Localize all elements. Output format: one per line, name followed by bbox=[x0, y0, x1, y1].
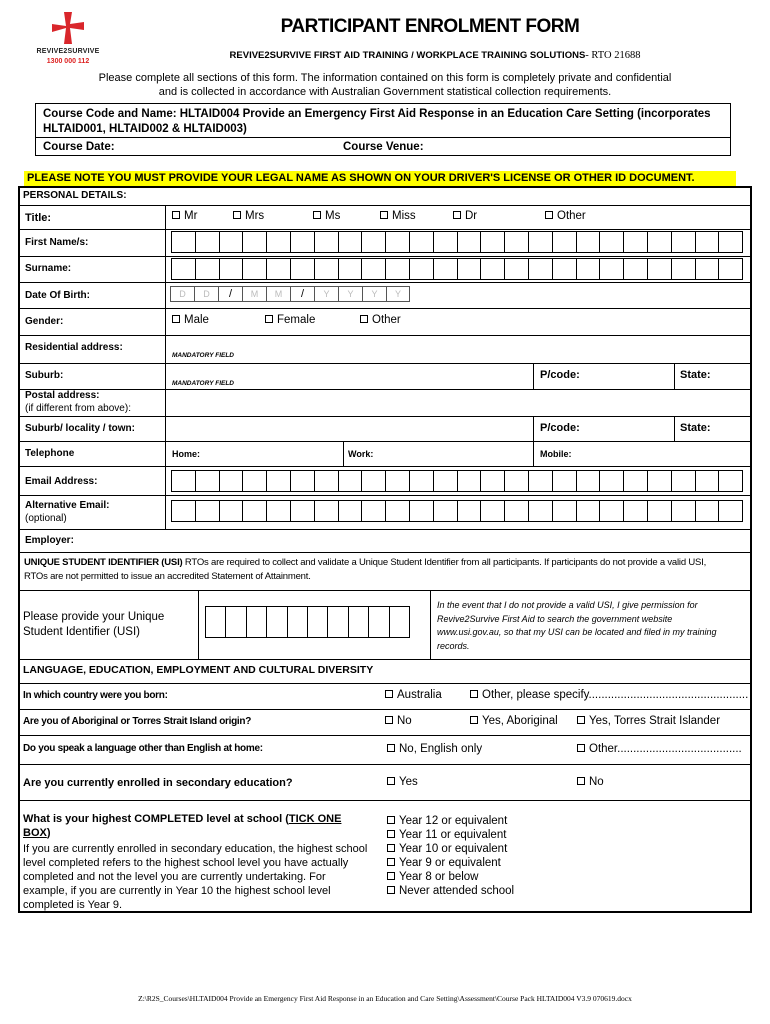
char-box[interactable] bbox=[361, 470, 385, 492]
char-box[interactable] bbox=[361, 258, 385, 280]
logo bbox=[28, 8, 108, 70]
dob-cell[interactable]: Y bbox=[362, 286, 386, 302]
school-option-year10[interactable]: Year 10 or equivalent bbox=[387, 843, 507, 855]
char-box[interactable] bbox=[552, 500, 576, 522]
char-box[interactable] bbox=[409, 258, 433, 280]
dob-separator: / bbox=[218, 286, 242, 302]
char-box[interactable] bbox=[361, 231, 385, 253]
checkbox-icon bbox=[360, 315, 368, 323]
char-box[interactable] bbox=[409, 500, 433, 522]
char-box[interactable] bbox=[290, 231, 314, 253]
course-name-line-2: HLTAID001, HLTAID002 & HLTAID003) bbox=[43, 123, 247, 135]
char-box[interactable] bbox=[195, 470, 219, 492]
char-box[interactable] bbox=[623, 470, 647, 492]
intro-line-2: and is collected in accordance with Australian Government statistical collection requirements. bbox=[158, 86, 612, 98]
pcode-label-2: P/code: bbox=[540, 422, 580, 434]
aboriginal-question: Are you of Aboriginal or Torres Strait Island origin? bbox=[23, 716, 252, 727]
first-name-cells[interactable] bbox=[171, 231, 743, 253]
school-question-heading: What is your highest COMPLETED level at school (TICK ONE BOX) bbox=[23, 813, 342, 839]
first-name-label: First Name/s: bbox=[25, 237, 89, 248]
char-box[interactable] bbox=[504, 231, 528, 253]
dob-cell[interactable]: D bbox=[194, 286, 218, 302]
char-box[interactable] bbox=[314, 500, 338, 522]
checkbox-icon bbox=[387, 777, 395, 785]
char-box[interactable] bbox=[266, 470, 290, 492]
char-box[interactable] bbox=[171, 470, 195, 492]
dob-separator: / bbox=[290, 286, 314, 302]
personal-details-heading: PERSONAL DETAILS: bbox=[23, 190, 127, 201]
state-label-2: State: bbox=[680, 422, 711, 434]
mandatory-note: MANDATORY FIELD bbox=[172, 352, 234, 359]
char-box[interactable] bbox=[219, 500, 243, 522]
checkbox-icon bbox=[385, 690, 393, 698]
char-box[interactable] bbox=[480, 258, 504, 280]
char-box[interactable] bbox=[623, 258, 647, 280]
usi-cells[interactable] bbox=[205, 606, 410, 638]
checkbox-icon bbox=[233, 211, 241, 219]
dob-field[interactable] bbox=[170, 286, 410, 302]
char-box[interactable] bbox=[480, 470, 504, 492]
char-box[interactable] bbox=[671, 470, 695, 492]
char-box[interactable] bbox=[718, 258, 743, 280]
char-box[interactable] bbox=[338, 258, 362, 280]
char-box[interactable] bbox=[314, 470, 338, 492]
char-box[interactable] bbox=[552, 470, 576, 492]
school-note: If you are currently enrolled in secondary education, the highest school level completed refers to the highest school level you have actually completed and not the level you are currently undertaking. For example, if you are currently in Year 10 the highest school level completed is Year 9. bbox=[23, 843, 368, 911]
char-box[interactable] bbox=[695, 231, 719, 253]
gender-option-female[interactable]: Female bbox=[265, 314, 315, 326]
school-option-year12[interactable]: Year 12 or equivalent bbox=[387, 815, 507, 827]
email-label: Email Address: bbox=[25, 476, 98, 487]
usi-heading-bold: UNIQUE STUDENT IDENTIFIER (USI) bbox=[24, 557, 183, 568]
char-box[interactable] bbox=[171, 231, 195, 253]
employer-label[interactable]: Employer: bbox=[25, 535, 74, 546]
char-box[interactable] bbox=[599, 500, 623, 522]
char-box[interactable] bbox=[504, 258, 528, 280]
checkbox-icon bbox=[313, 211, 321, 219]
char-box[interactable] bbox=[327, 606, 347, 638]
char-box[interactable] bbox=[718, 470, 743, 492]
telephone-label: Telephone bbox=[25, 448, 75, 459]
checkbox-icon bbox=[172, 211, 180, 219]
char-box[interactable] bbox=[195, 231, 219, 253]
diversity-heading: LANGUAGE, EDUCATION, EMPLOYMENT AND CULTURAL DIVERSITY bbox=[23, 664, 374, 676]
dob-cell[interactable]: M bbox=[266, 286, 290, 302]
char-box[interactable] bbox=[671, 500, 695, 522]
checkbox-icon bbox=[172, 315, 180, 323]
language-question: Do you speak a language other than English at home: bbox=[23, 743, 263, 754]
char-box[interactable] bbox=[671, 231, 695, 253]
char-box[interactable] bbox=[576, 470, 600, 492]
title-label: Title: bbox=[25, 212, 52, 224]
char-box[interactable] bbox=[242, 258, 266, 280]
char-box[interactable] bbox=[457, 231, 481, 253]
char-box[interactable] bbox=[433, 470, 457, 492]
char-box[interactable] bbox=[480, 231, 504, 253]
char-box[interactable] bbox=[552, 258, 576, 280]
char-box[interactable] bbox=[385, 500, 409, 522]
char-box[interactable] bbox=[266, 231, 290, 253]
postal-note: (if different from above): bbox=[25, 403, 131, 414]
dob-cell[interactable]: Y bbox=[314, 286, 338, 302]
char-box[interactable] bbox=[314, 258, 338, 280]
title-option-mrs[interactable]: Mrs bbox=[233, 210, 264, 222]
char-box[interactable] bbox=[528, 500, 552, 522]
title-option-ms[interactable]: Ms bbox=[313, 210, 340, 222]
alt-email-note: (optional) bbox=[25, 513, 67, 524]
postal-label: Postal address: bbox=[25, 390, 100, 401]
country-option-other[interactable]: Other, please specify.................................................. bbox=[470, 689, 748, 701]
residential-label: Residential address: bbox=[25, 342, 123, 353]
secondary-question: Are you currently enrolled in secondary education? bbox=[23, 777, 293, 789]
char-box[interactable] bbox=[528, 231, 552, 253]
legal-name-notice: PLEASE NOTE YOU MUST PROVIDE YOUR LEGAL NAME AS SHOWN ON YOUR DRIVER'S LICENSE OR OTHER ID DOCUMENT. bbox=[24, 171, 736, 186]
char-box[interactable] bbox=[195, 500, 219, 522]
char-box[interactable] bbox=[389, 606, 410, 638]
char-box[interactable] bbox=[348, 606, 368, 638]
char-box[interactable] bbox=[242, 231, 266, 253]
char-box[interactable] bbox=[623, 500, 647, 522]
secondary-option-no[interactable]: No bbox=[577, 776, 604, 788]
char-box[interactable] bbox=[307, 606, 327, 638]
course-date-label[interactable]: Course Date: bbox=[43, 141, 115, 153]
checkbox-icon bbox=[387, 872, 395, 880]
course-box bbox=[35, 103, 731, 156]
char-box[interactable] bbox=[246, 606, 266, 638]
checkbox-icon bbox=[387, 830, 395, 838]
char-box[interactable] bbox=[480, 500, 504, 522]
char-box[interactable] bbox=[409, 231, 433, 253]
checkbox-icon bbox=[577, 716, 585, 724]
surname-cells[interactable] bbox=[171, 258, 743, 280]
checkbox-icon bbox=[470, 716, 478, 724]
char-box[interactable] bbox=[528, 470, 552, 492]
char-box[interactable] bbox=[647, 500, 671, 522]
dob-cell[interactable]: D bbox=[170, 286, 194, 302]
char-box[interactable] bbox=[528, 258, 552, 280]
char-box[interactable] bbox=[457, 258, 481, 280]
checkbox-icon bbox=[387, 744, 395, 752]
language-option-english[interactable]: No, English only bbox=[387, 743, 482, 755]
checkbox-icon bbox=[265, 315, 273, 323]
intro-text bbox=[40, 71, 730, 99]
gender-option-other[interactable]: Other bbox=[360, 314, 401, 326]
school-option-year11[interactable]: Year 11 or equivalent bbox=[387, 829, 506, 841]
course-name-line-1: Course Code and Name: HLTAID004 Provide an Emergency First Aid Response in an Education Care Setting (incorporates bbox=[43, 108, 711, 120]
alt-email-label: Alternative Email: bbox=[25, 500, 110, 511]
char-box[interactable] bbox=[195, 258, 219, 280]
usi-heading-text: RTOs are required to collect and validate a Unique Student Identifier from all participants. If participants do not provide a valid USI, bbox=[182, 557, 707, 568]
page-title: PARTICIPANT ENROLMENT FORM bbox=[280, 16, 580, 37]
footer-path: Z:\R2S_Courses\HLTAID004 Provide an Emergency First Aid Response in an Education and Care Setting\Assessment\Course Pack HLTAID004 V3.9 070619.docx bbox=[138, 994, 632, 1003]
char-box[interactable] bbox=[314, 231, 338, 253]
subtitle bbox=[140, 50, 730, 61]
title-option-miss[interactable]: Miss bbox=[380, 210, 416, 222]
checkbox-icon bbox=[387, 886, 395, 894]
course-venue-label[interactable]: Course Venue: bbox=[343, 141, 424, 153]
char-box[interactable] bbox=[171, 258, 195, 280]
char-box[interactable] bbox=[368, 606, 388, 638]
tick-one-box: TICK ONE BOX bbox=[23, 813, 342, 839]
logo-phone: 1300 000 112 bbox=[46, 58, 90, 65]
char-box[interactable] bbox=[623, 231, 647, 253]
char-box[interactable] bbox=[338, 470, 362, 492]
char-box[interactable] bbox=[647, 470, 671, 492]
secondary-option-yes[interactable]: Yes bbox=[387, 776, 418, 788]
char-box[interactable] bbox=[219, 470, 243, 492]
dob-label: Date Of Birth: bbox=[25, 290, 90, 301]
checkbox-icon bbox=[453, 211, 461, 219]
char-box[interactable] bbox=[695, 258, 719, 280]
school-question bbox=[23, 812, 368, 912]
char-box[interactable] bbox=[457, 500, 481, 522]
alt-email-cells[interactable] bbox=[171, 500, 743, 522]
char-box[interactable] bbox=[599, 258, 623, 280]
course-name bbox=[43, 107, 723, 137]
char-box[interactable] bbox=[433, 231, 457, 253]
usi-heading bbox=[24, 556, 744, 584]
checkbox-icon bbox=[470, 690, 478, 698]
checkbox-icon bbox=[385, 716, 393, 724]
char-box[interactable] bbox=[219, 258, 243, 280]
char-box[interactable] bbox=[433, 500, 457, 522]
checkbox-icon bbox=[545, 211, 553, 219]
char-box[interactable] bbox=[599, 231, 623, 253]
checkbox-icon bbox=[577, 777, 585, 785]
home-phone-label[interactable]: Home: bbox=[172, 449, 201, 459]
email-cells[interactable] bbox=[171, 470, 743, 492]
char-box[interactable] bbox=[385, 470, 409, 492]
gender-option-male[interactable]: Male bbox=[172, 314, 209, 326]
char-box[interactable] bbox=[266, 500, 290, 522]
title-option-other[interactable]: Other bbox=[545, 210, 586, 222]
char-box[interactable] bbox=[576, 500, 600, 522]
country-question: In which country were you born: bbox=[23, 690, 168, 701]
char-box[interactable] bbox=[338, 500, 362, 522]
char-box[interactable] bbox=[671, 258, 695, 280]
aboriginal-option-no[interactable]: No bbox=[385, 715, 412, 727]
char-box[interactable] bbox=[290, 258, 314, 280]
school-option-year8[interactable]: Year 8 or below bbox=[387, 871, 479, 883]
work-phone-label[interactable]: Work: bbox=[348, 449, 374, 459]
gender-label: Gender: bbox=[25, 316, 64, 327]
char-box[interactable] bbox=[242, 470, 266, 492]
char-box[interactable] bbox=[287, 606, 307, 638]
char-box[interactable] bbox=[647, 231, 671, 253]
aboriginal-option-yes[interactable]: Yes, Aboriginal bbox=[470, 715, 558, 727]
pcode-label: P/code: bbox=[540, 369, 580, 381]
char-box[interactable] bbox=[225, 606, 245, 638]
usi-permission: In the event that I do not provide a valid USI, I give permission for Revive2Survive First Aid to search the government website www.usi.gov.au, so that my USI can be located and filed in my training records. bbox=[437, 600, 717, 651]
cross-logo-icon bbox=[50, 10, 86, 46]
checkbox-icon bbox=[387, 844, 395, 852]
char-box[interactable] bbox=[171, 500, 195, 522]
char-box[interactable] bbox=[504, 470, 528, 492]
char-box[interactable] bbox=[647, 258, 671, 280]
school-option-year9[interactable]: Year 9 or equivalent bbox=[387, 857, 501, 869]
mandatory-note: MANDATORY FIELD bbox=[172, 380, 234, 387]
checkbox-icon bbox=[577, 744, 585, 752]
usi-prompt: Please provide your Unique Student Identifier (USI) bbox=[23, 611, 165, 638]
char-box[interactable] bbox=[290, 470, 314, 492]
dob-cell[interactable]: M bbox=[242, 286, 266, 302]
checkbox-icon bbox=[387, 816, 395, 824]
char-box[interactable] bbox=[266, 258, 290, 280]
char-box[interactable] bbox=[718, 231, 743, 253]
title-option-mr[interactable]: Mr bbox=[172, 210, 197, 222]
usi-heading-text-2: RTOs are not permitted to issue an accredited Statement of Attainment. bbox=[24, 571, 311, 582]
dob-cell[interactable]: Y bbox=[386, 286, 410, 302]
char-box[interactable] bbox=[266, 606, 286, 638]
logo-brand: REVIVE2SURVIVE bbox=[36, 48, 100, 55]
mobile-phone-label[interactable]: Mobile: bbox=[540, 449, 572, 459]
char-box[interactable] bbox=[205, 606, 225, 638]
char-box[interactable] bbox=[409, 470, 433, 492]
char-box[interactable] bbox=[290, 500, 314, 522]
char-box[interactable] bbox=[695, 470, 719, 492]
title-option-dr[interactable]: Dr bbox=[453, 210, 477, 222]
country-option-australia[interactable]: Australia bbox=[385, 689, 442, 701]
state-label: State: bbox=[680, 369, 711, 381]
subtitle-text: REVIVE2SURVIVE FIRST AID TRAINING / WORKPLACE TRAINING SOLUTIONS bbox=[229, 50, 586, 61]
checkbox-icon bbox=[387, 858, 395, 866]
checkbox-icon bbox=[380, 211, 388, 219]
char-box[interactable] bbox=[242, 500, 266, 522]
char-box[interactable] bbox=[361, 500, 385, 522]
school-option-never[interactable]: Never attended school bbox=[387, 885, 514, 897]
char-box[interactable] bbox=[457, 470, 481, 492]
suburb-label: Suburb: bbox=[25, 370, 64, 381]
intro-line-1: Please complete all sections of this form. The information contained on this form is completely private and confidential bbox=[98, 72, 672, 84]
surname-label: Surname: bbox=[25, 263, 72, 274]
dob-cell[interactable]: Y bbox=[338, 286, 362, 302]
rto-number: - RTO 21688 bbox=[585, 50, 641, 61]
aboriginal-option-tsi[interactable]: Yes, Torres Strait Islander bbox=[577, 715, 720, 727]
char-box[interactable] bbox=[385, 231, 409, 253]
char-box[interactable] bbox=[576, 231, 600, 253]
char-box[interactable] bbox=[576, 258, 600, 280]
char-box[interactable] bbox=[219, 231, 243, 253]
char-box[interactable] bbox=[504, 500, 528, 522]
char-box[interactable] bbox=[385, 258, 409, 280]
char-box[interactable] bbox=[338, 231, 362, 253]
char-box[interactable] bbox=[433, 258, 457, 280]
suburb-locality-label: Suburb/ locality / town: bbox=[25, 423, 135, 434]
char-box[interactable] bbox=[718, 500, 743, 522]
char-box[interactable] bbox=[695, 500, 719, 522]
char-box[interactable] bbox=[599, 470, 623, 492]
language-option-other[interactable]: Other....................................... bbox=[577, 743, 742, 755]
char-box[interactable] bbox=[552, 231, 576, 253]
